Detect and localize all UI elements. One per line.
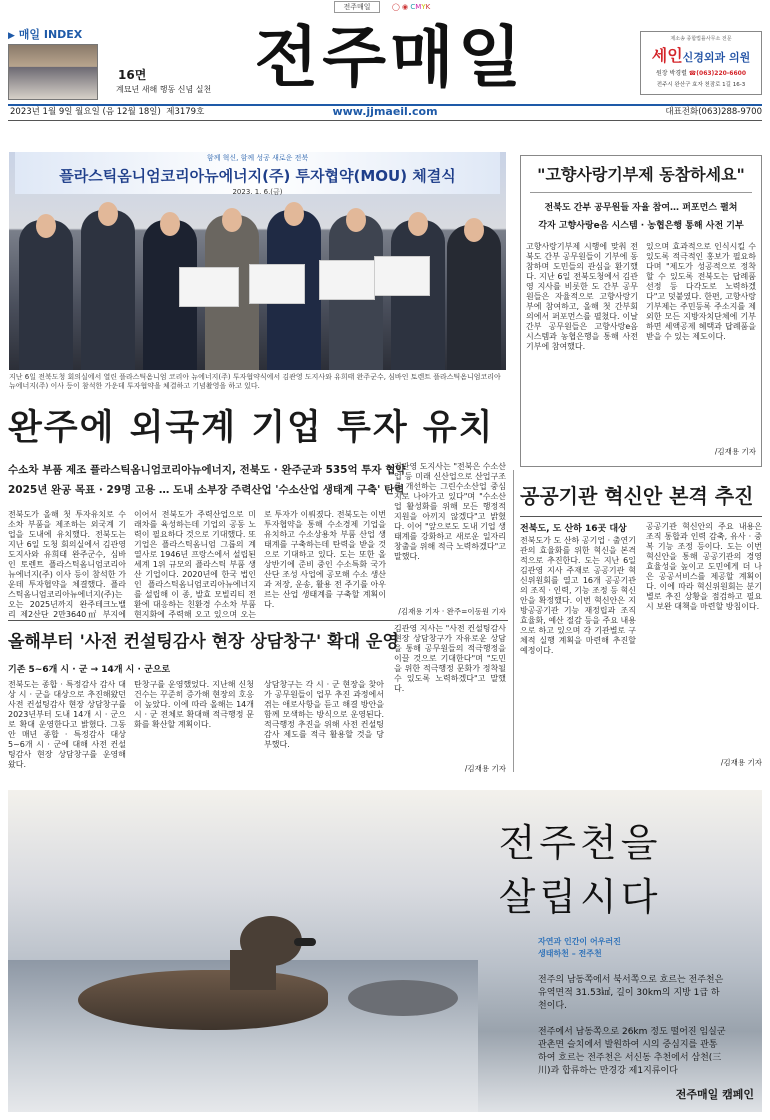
innovation-byline: /김재용 기자 (720, 758, 762, 767)
consulting-body-col1: 전북도는 종합 · 특정감사 감사 대상 시 · 군을 대상으로 추진해왔던 사전 컨설팅감사 현장 상담창구를 2023년부터 도내 14개 시 · 군으로 확대 운영한다고 밝혔다. 그동안 매년 종합 · 특정감사 대상 5~6개 시 · 군에 대해 사전 컨설팅감사 현장 상담창구를 운영해 왔다. (8, 680, 126, 769)
ad-phone: ☎(063)220-6600 (688, 70, 746, 77)
consulting-body-col2: 탄창구를 운영했었다. 지난해 신청 건수는 꾸준히 증가해 현장의 호응이 높았다. 이에 따라 올해는 14개 시 · 군 전체로 확대해 적극행정 문화를 확산할 계획이다. (134, 680, 254, 729)
right-body-col2: 있으며 효과적으로 인식시킬 수 있도록 적극적인 홍보가 필요하다며 "제도가 성공적으로 정착할 수 있도록 전북도는 답례품 선정 등 다각도로 노력하겠다"고 덧붙였다. 한편, 고향사랑기부제는 주민등록 주소지를 제외한 모든 지방자치단체에 기부하면 세액공제 혜택과 답례품을 받을 수 있는 제도이다. (646, 242, 756, 341)
lead-headline: 완주에 외국계 기업 투자 유치 (8, 407, 495, 448)
lead-body-col1: 전북도가 올해 첫 투자유치로 수소차 부품을 제조하는 외국계 기업을 도내에 유치했다. 전북도는 지난 6일 도청 회의실에서 김관영 도지사와 유희태 완주군수, 심바인 토렌트 플라스틱옴니엄코리아뉴에너지(주) 이사 등이 참석한 가운데 투자협약을 체결했다. 플라스틱옴니엄코리아뉴에너지(주)는 오는 2025년까지 완주테크노밸리 제2산단 2만3640㎡ 부지에 (8, 510, 126, 619)
lead-subhead-2: 2025년 완공 목표 · 29명 고용 … 도내 소부장 주력산업 '수소산업 생태계 구축' 탄력 (8, 484, 405, 496)
consulting-rule-top (8, 620, 508, 621)
banner-title: 플라스틱옴니엄코리아뉴에너지(주) 투자협약(MOU) 체결식 (59, 167, 456, 185)
innovation-headline: 공공기관 혁신안 본격 추진 (520, 484, 754, 508)
ad-address: 전주시 완산구 효자 천잠로 1길 16-3 (656, 82, 746, 88)
campaign-footer: 전주매일 캠페인 (675, 1088, 754, 1101)
consulting-body-col4: 김관영 지사는 "사전 컨설팅감사 현장 상담창구가 자유로운 상담을 통해 공무원들의 적극행정을 이끌 것으로 기대한다"며 "도민을 위한 적극행정 문화가 정착될 수 있도록 노력하겠다"고 말했다. (394, 624, 506, 693)
phone-line: 대표전화(063)288-9700 (665, 107, 762, 117)
innovation-body-col2: 공공기관 혁신안의 주요 내용은 조직 통합과 인력 감축, 유사 · 중복 기능 조정 등이다. 도는 이번 혁신안을 통해 공공기관의 경영 효율성을 높이고 도민에게 더 나은 공공서비스를 제공할 계획이다. 이에 따라 혁신위원회는 분기별로 추진 상황을 점검하고 필요시 보완 대책을 마련할 방침이다. (646, 522, 762, 611)
right-body-col1: 고향사랑기부제 시행에 맞춰 전북도 간부 공무원들이 기부에 동참하며 도민들의 관심을 환기했다. 지난 6일 전북도청에서 김관영 지사를 비롯한 도 간부 공무원들은 자율적으로 고향사랑기부에 참여하고, 올해 첫 간부회의에서 퍼포먼스를 펼쳤다. 이날 간부 공무원들은 고향사랑e음 시스템과 농협은행을 통해 사전 기부에 참여했다. (526, 242, 638, 351)
right-sub-1: 전북도 간부 공무원들 자율 참여… 퍼포먼스 펼쳐 (544, 203, 738, 213)
innovation-body-col1: 전북도가 도 산하 공기업 · 출연기관의 효율화를 위한 혁신을 본격적으로 추진한다. 도는 지난 6일 김관영 지사 주재로 공공기관 혁신위원회를 열고 16개 공공기관의 조직 · 인력, 기능 조정 등 혁신안을 확정했다. 이번 혁신안은 지방공공기관 기능 재정립과 조직 효율화, 예산 절감 등을 주요 내용으로 하고 있으며 각 기관별로 구체적 실행 계획을 마련해 추진할 예정이다. (520, 536, 636, 655)
lead-subhead-1: 수소차 부품 제조 플라스틱옴니엄코리아뉴에너지, 전북도 · 완주군과 535억 투자 협약 (8, 464, 406, 476)
date-line: 2023년 1월 9일 월요일 (음 12월 18일) 제3179호 (10, 107, 205, 117)
ad-name-suffix: 신경외과 의원 (682, 51, 751, 64)
campaign-title-2: 살립시다 (498, 875, 662, 919)
consulting-body-col3: 상담창구는 각 시 · 군 현장을 찾아가 공무원들이 업무 추진 과정에서 겪는 애로사항을 듣고 해결 방안을 함께 모색하는 방식으로 운영된다. 적극행정 추진을 위해 사전 컨설팅감사 제도를 적극 활용할 것을 당부했다. (264, 680, 384, 749)
campaign-ad[interactable] (8, 790, 762, 1112)
lead-body-col3: 로 투자가 이뤄졌다. 전북도는 이번 투자협약을 통해 수소경제 기업을 유치하고 수소상용차 부품 산업 생태계를 구축하는데 탄력을 받을 것으로 기대하고 있다. 도는 또한 올 상반기에 준비 중인 수소특화 국가산단 조성 사업에 공모해 수소 생산과 저장, 운송, 활용 전 주기를 아우르는 산업 생태계를 구축할 계획이다. (264, 510, 386, 609)
banner-top: 함께 혁신, 함께 성공 새로운 전북 (206, 154, 309, 162)
right-sub-2: 각자 고향사랑e음 시스템 · 농협은행 통해 사전 기부 (538, 221, 744, 231)
triangle-icon: ▶ (8, 31, 15, 41)
innovation-sub: 전북도, 도 산하 16곳 대상 (520, 524, 627, 534)
innovation-rule (520, 516, 762, 517)
consulting-byline: /김재용 기자 (464, 764, 506, 773)
campaign-para-2: 전주에서 남동쪽으로 26km 정도 떨어진 임실군 관촌면 슬치에서 발원하여 시의 중심지를 관통 하여 흐르는 전주천은 서신동 추천에서 삼천(三川)과 합류하는 만경강 제1지류이다 (538, 1027, 726, 1076)
campaign-para-1: 전주의 남동쪽에서 북서쪽으로 흐르는 전주천은 유역면적 31.53㎢, 길이 30km의 지방 1급 하천이다. (538, 975, 724, 1011)
column-rule (513, 470, 514, 772)
top-tab: 전주매일 (334, 1, 380, 13)
photo-caption: 지난 6일 전북도청 회의실에서 열린 플라스틱옴니엄 코리아 뉴에너지(주) 투자협약식에서 김관영 도지사와 유희태 완주군수, 심바인 토렌트 플라스틱옴니엄코리아뉴에너지(주) 이사 등이 참석한 가운데 투자협약을 체결하고 기념촬영을 하고 있다. (9, 373, 501, 390)
right-rule (530, 192, 752, 193)
header-ad[interactable] (640, 31, 762, 95)
index-thumbnail[interactable] (8, 44, 98, 100)
issue-no: 제3179호 (166, 107, 205, 117)
lead-byline: /김재용 기자 · 완주=이동원 기자 (398, 607, 506, 616)
campaign-title-1: 전주천을 (498, 821, 662, 865)
right-byline: /김재용 기자 (714, 447, 756, 456)
ad-name: 세인 (651, 46, 683, 65)
lead-body-col4: 김관영 도지사는 "전북은 수소산업 등 미래 신산업으로 산업구조를 개선하는 그린수소산업 중심지로 나아가고 있다"며 "수소산업 활성화를 위해 모든 행정적 지원을 아끼지 않겠다"고 밝혔다. 이어 "앞으로도 도내 기업 생태계를 강화하고 새로운 일자리 창출을 위해 적극 노력하겠다"고 말했다. (394, 462, 506, 561)
website-link[interactable]: www.jjmaeil.com (332, 105, 438, 118)
masthead: 전주매일 (254, 19, 526, 96)
index-box (8, 26, 238, 104)
campaign-tag-1: 자연과 인간이 어우러진 (538, 937, 621, 946)
index-page: 16면 (118, 68, 147, 82)
quote-title: "고향사랑기부제 동참하세요" (537, 165, 745, 184)
duck-neck (230, 950, 276, 990)
rock (348, 980, 458, 1016)
duck-body (78, 970, 328, 1030)
color-registration-marks: ◯ ◉ CMYK (392, 3, 431, 11)
ad-director: 원장 박경렬 (655, 70, 687, 77)
ad-top-text: 제소송 종합법률사무소 전문 (670, 36, 732, 42)
banner-date: 2023. 1. 6.(금) (232, 188, 283, 196)
lead-body-col2: 이어서 전북도가 주력산업으로 미래차를 육성하는데 기업의 공동 노력이 필요하다 것으로 기대했다. 또 기업은 플라스틱옴니엄 그룹의 계열사로 1946년 프랑스에서 설립된 세계 1위 규모의 플라스틱 부품 생산 기업이다. 2020년에 한국 법인인 플라스틱옴니엄코리아뉴에너지를 설립해 이 종, 발효 모빌리티 전환에 대응하는 친환경 수소차 부품 현지화에 주력해 오고 있으며 오는 (134, 510, 256, 619)
mou-photo[interactable] (9, 152, 506, 370)
campaign-tag-2: 생태하천 – 전주천 (538, 949, 602, 958)
mou-banner (15, 152, 500, 194)
header-rule-bottom (8, 120, 762, 121)
duck-bill (294, 938, 316, 946)
index-caption: 계묘년 새해 행동 신념 실천 (116, 85, 212, 94)
consulting-headline: 올해부터 '사전 컨설팅감사 현장 상담창구' 확대 운영 (8, 632, 399, 652)
index-label: ▶ 매일 INDEX (8, 28, 83, 41)
consulting-sub: 기존 5~6개 시 · 군 → 14개 시 · 군으로 (8, 665, 171, 675)
